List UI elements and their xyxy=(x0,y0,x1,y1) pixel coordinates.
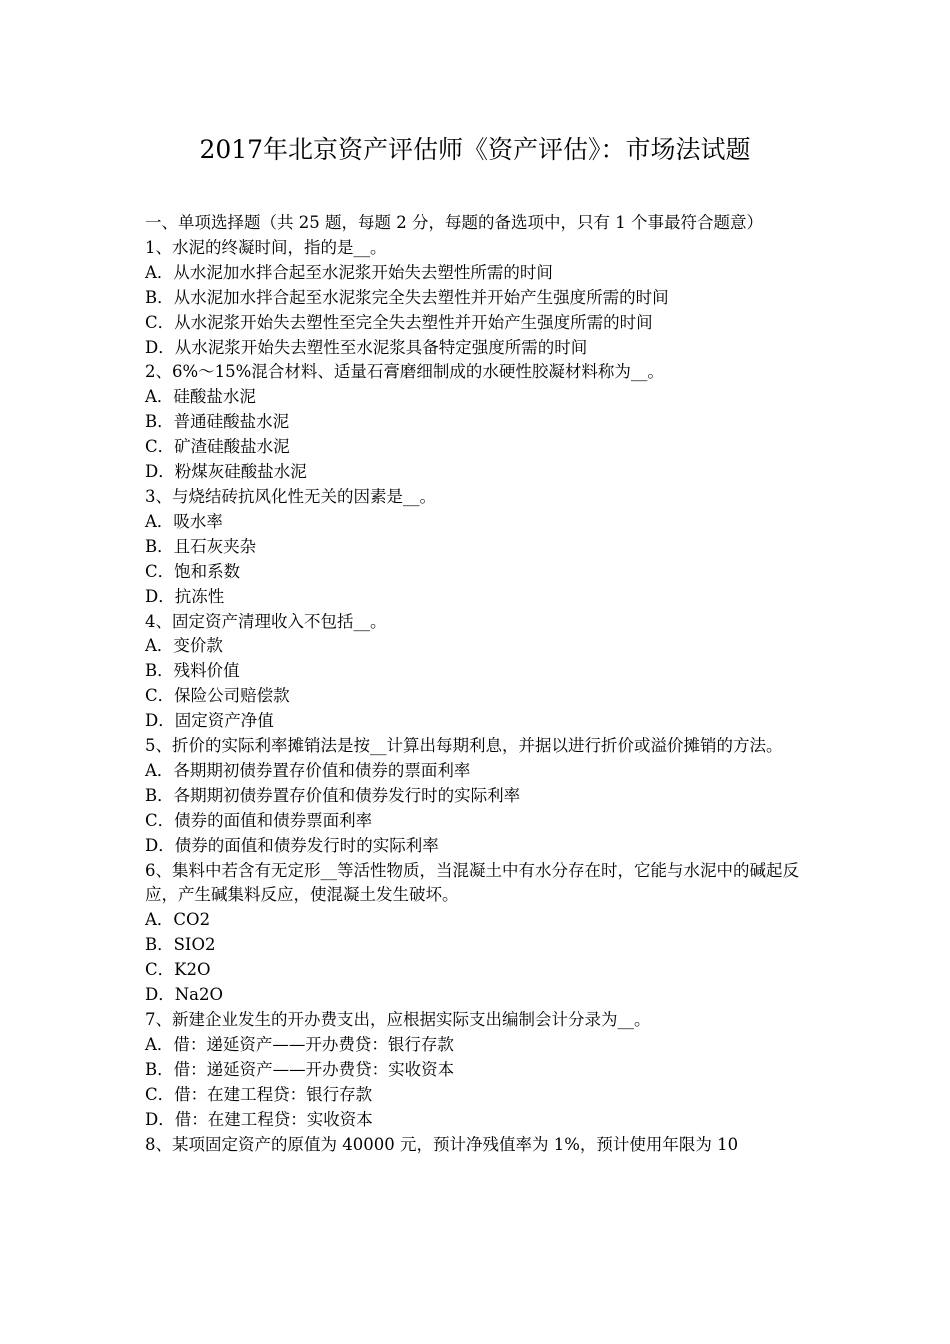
answer-option: A．变价款 xyxy=(145,636,223,656)
question-item xyxy=(145,1008,810,1133)
document-title: 2017年北京资产评估师《资产评估》：市场法试题 xyxy=(199,135,751,164)
answer-option: D．从水泥浆开始失去塑性至水泥浆具备特定强度所需的时间 xyxy=(145,337,588,357)
answer-option: A．CO2 xyxy=(145,910,211,930)
question-stem: 3、与烧结砖抗风化性无关的因素是__。 xyxy=(145,486,436,506)
question-item xyxy=(145,1133,810,1158)
question-stem: 4、固定资产清理收入不包括__。 xyxy=(145,611,387,631)
answer-option: B．从水泥加水拌合起至水泥浆完全失去塑性并开始产生强度所需的时间 xyxy=(145,287,669,307)
question-list xyxy=(145,236,810,1158)
answer-option: B．残料价值 xyxy=(145,661,240,681)
question-stem: 1、水泥的终凝时间，指的是__。 xyxy=(145,237,387,257)
answer-option: B．且石灰夹杂 xyxy=(145,536,257,556)
question-stem: 6、集料中若含有无定形__等活性物质，当混凝土中有水分存在时，它能与水泥中的碱起反应，产生碱集料反应，使混凝土发生破坏。 xyxy=(145,860,799,905)
section-heading: 一、单项选择题（共 25 题，每题 2 分，每题的备选项中，只有 1 个事最符合题意） xyxy=(145,213,763,232)
answer-option: B．借：递延资产——开办费贷：实收资本 xyxy=(145,1059,455,1079)
answer-option: D．粉煤灰硅酸盐水泥 xyxy=(145,462,307,482)
answer-option: C．债券的面值和债券票面利率 xyxy=(145,810,373,830)
document-body xyxy=(145,211,810,1157)
answer-option: D．债券的面值和债券发行时的实际利率 xyxy=(145,835,439,855)
answer-option: D．借：在建工程贷：实收资本 xyxy=(145,1109,373,1129)
question-item xyxy=(145,360,810,485)
answer-option: C．饱和系数 xyxy=(145,561,241,581)
answer-option: A．借：递延资产——开办费贷：银行存款 xyxy=(145,1034,454,1054)
answer-option: B．SIO2 xyxy=(145,935,216,955)
answer-option: A．硅酸盐水泥 xyxy=(145,387,256,407)
question-stem: 5、折价的实际利率摊销法是按__计算出每期利息，并据以进行折价或溢价摊销的方法。 xyxy=(145,736,783,756)
answer-option: C．从水泥浆开始失去塑性至完全失去塑性并开始产生强度所需的时间 xyxy=(145,312,653,332)
answer-option: C．借：在建工程贷：银行存款 xyxy=(145,1084,373,1104)
question-stem: 2、6%～15%混合材料、适量石膏磨细制成的水硬性胶凝材料称为__。 xyxy=(145,362,664,382)
question-item xyxy=(145,610,810,735)
answer-option: D．Na2O xyxy=(145,985,224,1005)
answer-option: A．吸水率 xyxy=(145,511,223,531)
answer-option: C．保险公司赔偿款 xyxy=(145,686,290,706)
question-item xyxy=(145,236,810,361)
answer-option: D．固定资产净值 xyxy=(145,711,274,731)
question-item xyxy=(145,485,810,610)
answer-option: B．各期期初债券置存价值和债券发行时的实际利率 xyxy=(145,785,521,805)
question-item xyxy=(145,734,810,859)
answer-option: B．普通硅酸盐水泥 xyxy=(145,412,290,432)
question-item xyxy=(145,859,810,1008)
answer-option: A．各期期初债券置存价值和债券的票面利率 xyxy=(145,760,471,780)
answer-option: A．从水泥加水拌合起至水泥浆开始失去塑性所需的时间 xyxy=(145,262,553,282)
question-stem: 8、某项固定资产的原值为 40000 元，预计净残值率为 1%，预计使用年限为 10 xyxy=(145,1134,739,1154)
answer-option: C．K2O xyxy=(145,960,211,980)
answer-option: D．抗冻性 xyxy=(145,586,225,606)
question-stem: 7、新建企业发生的开办费支出，应根据实际支出编制会计分录为__。 xyxy=(145,1010,651,1029)
answer-option: C．矿渣硅酸盐水泥 xyxy=(145,437,290,457)
